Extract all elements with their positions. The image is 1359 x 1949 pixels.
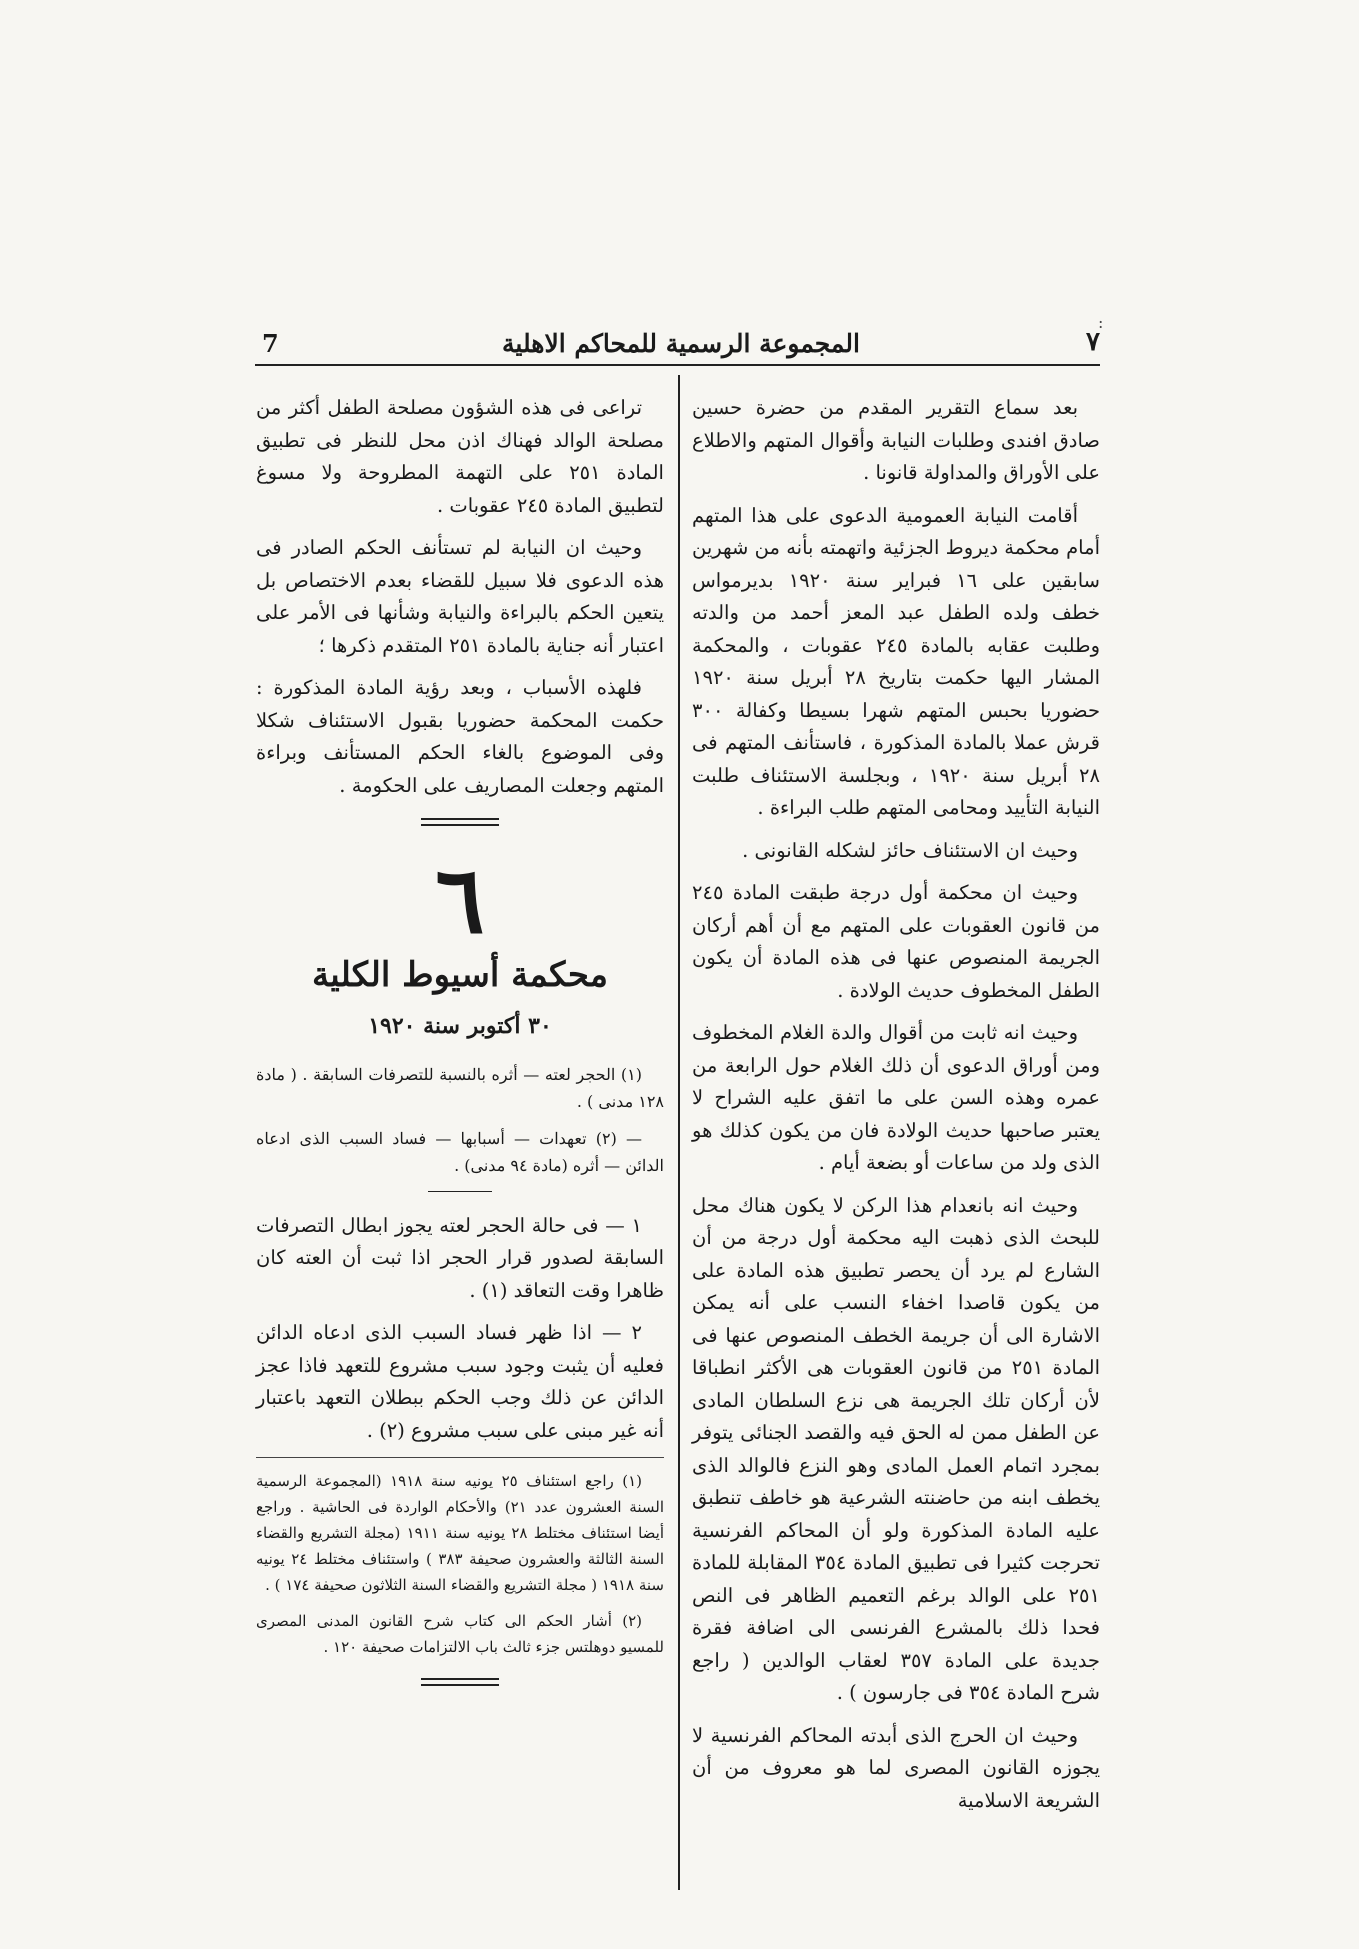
- header-rule: [255, 364, 1100, 366]
- case-number: ٦: [435, 846, 485, 954]
- paragraph: تراعى فى هذه الشؤون مصلحة الطفل أكثر من مصلحة الوالد فهناك اذن محل للنظر فى تطبيق المادة ٢٥١ على التهمة المطروحة ولا مسوغ لتطبيق المادة ٢٤٥ عقوبات .: [256, 396, 664, 517]
- paragraph: وحيث ان النيابة لم تستأنف الحكم الصادر فى هذه الدعوى فلا سبيل للقضاء بعدم الاختصاص بل يتعين الحكم بالبراءة والنيابة وشأنها فى الأمر على اعتبار أنه جناية بالمادة ٢٥١ المتقدم ذكرها ؛: [256, 536, 664, 657]
- column-divider: [678, 375, 680, 1890]
- page-header: [262, 325, 1100, 367]
- page-number-arabic: ٧: [1086, 327, 1100, 357]
- court-name: محكمة أسيوط الكلية: [311, 955, 609, 995]
- principle: ٢ — اذا ظهر فساد السبب الذى ادعاه الدائن فعليه أن يثبت وجود سبب مشروع للتعهد فاذا عجز الدائن عن ذلك وجب الحكم ببطلان التعهد باعتبار أنه غير مبنى على سبب مشروع (٢) .: [256, 1321, 664, 1442]
- summary-item: (١) الحجر لعته — أثره بالنسبة للتصرفات السابقة . ( مادة ١٢٨ مدنى ) .: [256, 1064, 664, 1111]
- paragraph: بعد سماع التقرير المقدم من حضرة حسين صادق افندى وطلبات النيابة وأقوال المتهم والاطلاع على الأوراق والمداولة قانونا .: [692, 396, 1100, 484]
- running-title: المجموعة الرسمية للمحاكم الاهلية: [502, 329, 860, 358]
- summary-rule: [428, 1191, 492, 1192]
- paragraph: وحيث انه ثابت من أقوال والدة الغلام المخطوف ومن أوراق الدعوى أن ذلك الغلام حول الرابعة من عمره وهذه السن على ما اتفق عليه الشراح لا يعتبر صاحبها حديث الولادة فان من يكون كذلك هو الذى ولد من ساعات أو بضعة أيام .: [692, 1021, 1100, 1174]
- case-date: ٣٠ أكتوبر سنة ١٩٢٠: [368, 1013, 552, 1039]
- margin-mark: :: [1098, 313, 1104, 332]
- footnote: (١) راجع استئناف ٢٥ يونيه سنة ١٩١٨ (المجموعة الرسمية السنة العشرون عدد ٢١) والأحكام الواردة فى الحاشية . وراجع أيضا استئناف مختلط ٢٨ يونيه سنة ١٩١١ (مجلة التشريع والقضاء السنة الثالثة والعشرون صحيفة ٣٨٣ ) واستئناف مختلط ٢٤ يونيه سنة ١٩١٨ ( مجلة التشريع والقضاء السنة الثلاثون صحيفة ١٧٤ ) .: [256, 1472, 665, 1594]
- footnote: (٢) أشار الحكم الى كتاب شرح القانون المدنى المصرى للمسيو دوهلتس جزء ثالث باب الالتزامات صحيفة ١٢٠ .: [256, 1612, 664, 1656]
- section-separator: [421, 818, 499, 826]
- page-number-latin: 7: [262, 329, 279, 358]
- principle: ١ — فى حالة الحجر لعته يجوز ابطال التصرفات السابقة لصدور قرار الحجر اذا ثبت أن العته كان ظاهرا وقت التعاقد (١) .: [256, 1213, 664, 1302]
- footnote-rule: [256, 1457, 664, 1458]
- paragraph: فلهذه الأسباب ، وبعد رؤية المادة المذكورة : حكمت المحكمة حضوريا بقبول الاستئناف شكلا وفى الموضوع بالغاء الحكم المستأنف وبراءة المتهم وجعلت المصاريف على الحكومة .: [256, 676, 664, 797]
- summary-item: — (٢) تعهدات — أسبابها — فساد السبب الذى ادعاه الدائن — أثره (مادة ٩٤ مدنى) .: [256, 1128, 664, 1175]
- paragraph: وحيث ان الحرج الذى أبدته المحاكم الفرنسية لا يجوزه القانون المصرى لما هو معروف من أن الشريعة الاسلامية: [692, 1723, 1100, 1812]
- paragraph: وحيث ان محكمة أول درجة طبقت المادة ٢٤٥ من قانون العقوبات على المتهم مع أن أهم أركان الجريمة المنصوص عنها فى هذه المادة أن يكون الطفل المخطوف حديث الولادة .: [692, 881, 1100, 1002]
- end-separator: [421, 1678, 499, 1686]
- paragraph: وحيث انه بانعدام هذا الركن لا يكون هناك محل للبحث الذى ذهبت اليه محكمة أول درجة من أن الشارع لم يرد أن يحصر تطبيق هذه المادة على من يكون قاصدا اخفاء النسب على أنه يمكن الاشارة الى أن جريمة الخطف المنصوص عنها فى المادة ٢٥١ من قانون العقوبات هى الأكثر انطباقا لأن أركان تلك الجريمة هى نزع السلطان المادى عن الطفل ممن له الحق فيه والقصد الجنائى يتوفر بمجرد اتمام العمل المادى وهو النزع فالوالد الذى يخطف ابنه من حاضنته الشرعية هو خاطف تنطبق عليه المادة المذكورة ولو أن المحاكم الفرنسية تحرجت كثيرا فى تطبيق المادة ٣٥٤ المقابلة للمادة ٢٥١ على الوالد برغم التعميم الظاهر فى النص فحدا ذلك بالمشرع الفرنسى الى اضافة فقرة جديدة على المادة ٣٥٧ لعقاب الوالدين ( راجع شرح المادة ٣٥٤ فى جارسون ) .: [692, 1193, 1101, 1704]
- right-column: [692, 392, 1100, 1827]
- left-column: [256, 392, 664, 1686]
- paragraph: وحيث ان الاستئناف حائز لشكله القانونى .: [742, 838, 1078, 862]
- paragraph: أقامت النيابة العمومية الدعوى على هذا المتهم أمام محكمة ديروط الجزئية واتهمته بأنه من شهرين سابقين على ١٦ فبراير سنة ١٩٢٠ بديرمواس خطف ولده الطفل عبد المعز أحمد من والدته وطلبت عقابه بالمادة ٢٤٥ عقوبات ، والمحكمة المشار اليها حكمت بتاريخ ٢٨ أبريل سنة ١٩٢٠ حضوريا بحبس المتهم شهرا بسيطا وكفالة ٣٠٠ قرش عملا بالمادة المذكورة ، فاستأنف المتهم فى ٢٨ أبريل سنة ١٩٢٠ ، وبجلسة الاستئناف طلبت النيابة التأييد ومحامى المتهم طلب البراءة .: [692, 503, 1100, 819]
